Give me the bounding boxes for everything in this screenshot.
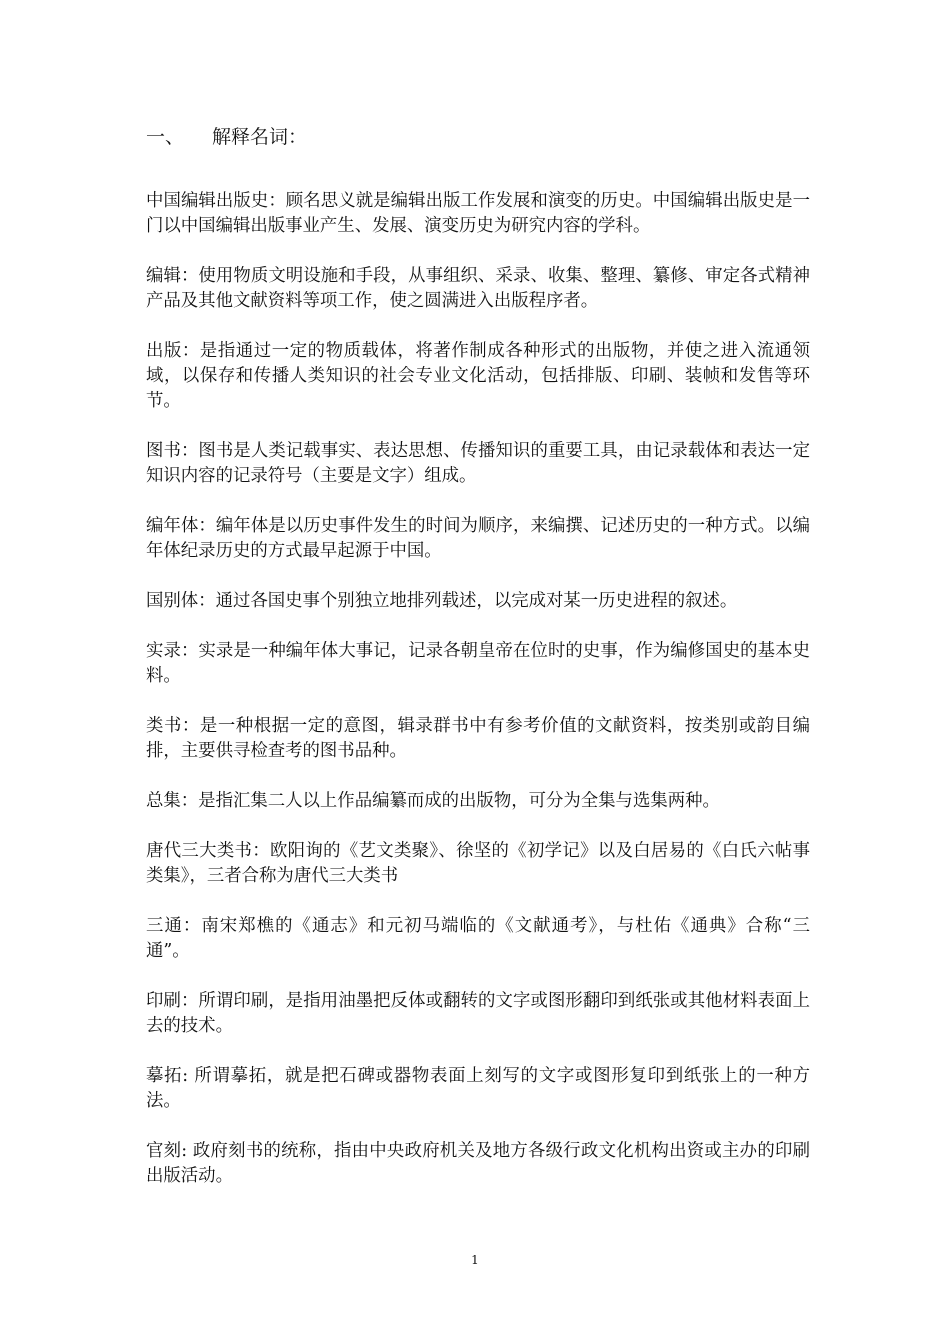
page-number: 1: [471, 1253, 479, 1267]
definition-paragraph: 三通：南宋郑樵的《通志》和元初马端临的《文献通考》，与杜佑《通典》合称“三通”。: [146, 916, 810, 961]
definition-paragraph: 图书：图书是人类记载事实、表达思想、传播知识的重要工具，由记录载体和表达一定知识内容的记录符号（主要是文字）组成。: [146, 441, 810, 486]
definition-paragraph: 摹拓: 所谓摹拓，就是把石碑或器物表面上刻写的文字或图形复印到纸张上的一种方法。: [146, 1066, 810, 1111]
definition-paragraph: 印刷：所谓印刷，是指用油墨把反体或翻转的文字或图形翻印到纸张或其他材料表面上去的技术。: [146, 991, 810, 1036]
definition-paragraph: 中国编辑出版史：顾名思义就是编辑出版工作发展和演变的历史。中国编辑出版史是一门以中国编辑出版事业产生、发展、演变历史为研究内容的学科。: [146, 191, 810, 236]
term-definitions: [146, 189, 810, 1214]
definition-paragraph: 总集：是指汇集二人以上作品编纂而成的出版物，可分为全集与选集两种。: [146, 791, 720, 811]
section-heading: [146, 124, 307, 150]
definition-paragraph: 官刻: 政府刻书的统称，指由中央政府机关及地方各级行政文化机构出资或主办的印刷出版活动。: [146, 1141, 810, 1186]
section-title: 解释名词：: [212, 126, 308, 148]
definition-paragraph: 出版：是指通过一定的物质载体，将著作制成各种形式的出版物，并使之进入流通领域，以保存和传播人类知识的社会专业文化活动，包括排版、印刷、装帧和发售等环节。: [146, 341, 810, 411]
definition-paragraph: 实录：实录是一种编年体大事记，记录各朝皇帝在位时的史事，作为编修国史的基本史料。: [146, 641, 810, 686]
definition-paragraph: 国别体：通过各国史事个别独立地排列载述，以完成对某一历史进程的叙述。: [146, 591, 738, 611]
definition-paragraph: 唐代三大类书：欧阳询的《艺文类聚》、徐坚的《初学记》以及白居易的《白氏六帖事类集》，三者合称为唐代三大类书: [146, 841, 810, 886]
definition-paragraph: 编年体：编年体是以历史事件发生的时间为顺序，来编撰、记述历史的一种方式。以编年体纪录历史的方式最早起源于中国。: [146, 516, 810, 561]
section-number: 一、: [146, 126, 185, 148]
definition-paragraph: 类书：是一种根据一定的意图，辑录群书中有参考价值的文献资料，按类别或韵目编排，主要供寻检查考的图书品种。: [146, 716, 810, 761]
definition-paragraph: 编辑：使用物质文明设施和手段，从事组织、采录、收集、整理、纂修、审定各式精神产品及其他文献资料等项工作，使之圆满进入出版程序者。: [146, 266, 810, 311]
